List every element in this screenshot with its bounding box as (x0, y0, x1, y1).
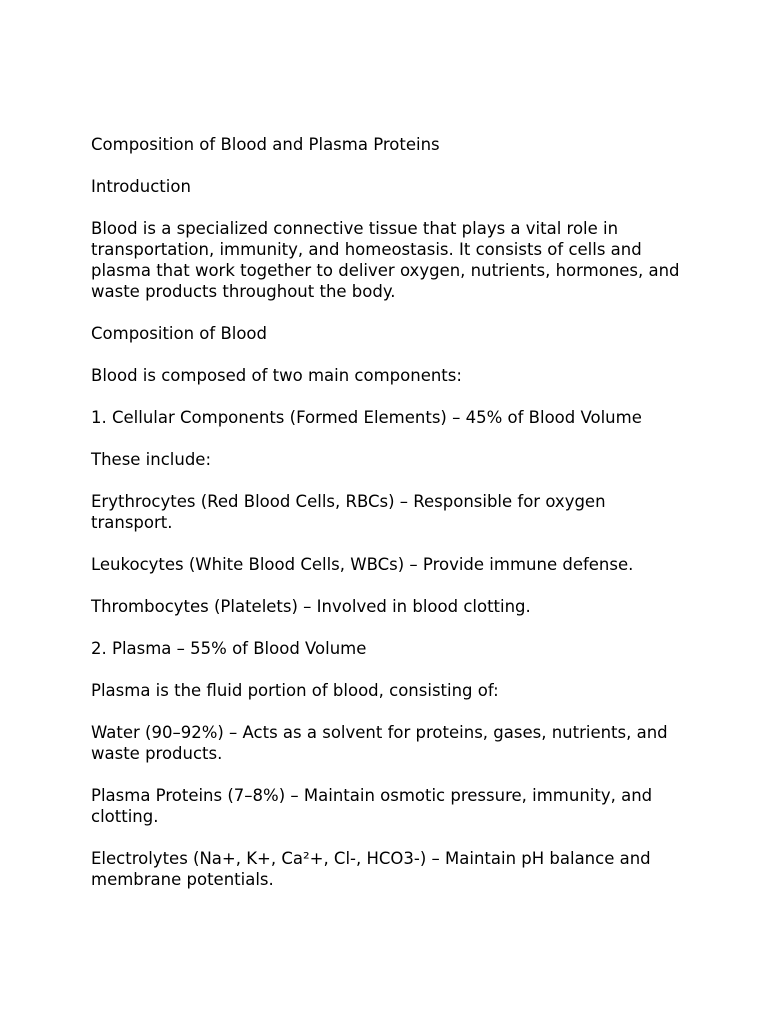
paragraph-water: Water (90–92%) – Acts as a solvent for proteins, gases, nutrients, and waste products. (91, 723, 668, 763)
paragraph-thrombocytes: Thrombocytes (Platelets) – Involved in blood clotting. (91, 597, 531, 616)
subheading-cellular-components: 1. Cellular Components (Formed Elements) – 45% of Blood Volume (91, 408, 642, 427)
document-title: Composition of Blood and Plasma Proteins (91, 135, 440, 154)
plasma-intro-paragraph: Plasma is the fluid portion of blood, consisting of: (91, 681, 499, 700)
paragraph-plasma-proteins: Plasma Proteins (7–8%) – Maintain osmotic pressure, immunity, and clotting. (91, 786, 653, 826)
introduction-paragraph: Blood is a specialized connective tissue that plays a vital role in transportation, immunity, and homeostasis. It consists of cells and plasma that work together to deliver oxygen, nutrients, hormones, and waste products throughout the body. (91, 219, 680, 301)
section-heading-composition: Composition of Blood (91, 324, 268, 343)
document-body (91, 134, 691, 911)
paragraph-electrolytes: Electrolytes (Na+, K+, Ca²+, Cl-, HCO3-) – Maintain pH balance and membrane potentials. (91, 849, 651, 889)
section-heading-introduction: Introduction (91, 177, 191, 196)
paragraph-leukocytes: Leukocytes (White Blood Cells, WBCs) – Provide immune defense. (91, 555, 634, 574)
cellular-intro-paragraph: These include: (91, 450, 212, 469)
subheading-plasma: 2. Plasma – 55% of Blood Volume (91, 639, 367, 658)
composition-intro-paragraph: Blood is composed of two main components: (91, 366, 462, 385)
paragraph-erythrocytes: Erythrocytes (Red Blood Cells, RBCs) – Responsible for oxygen transport. (91, 492, 606, 532)
